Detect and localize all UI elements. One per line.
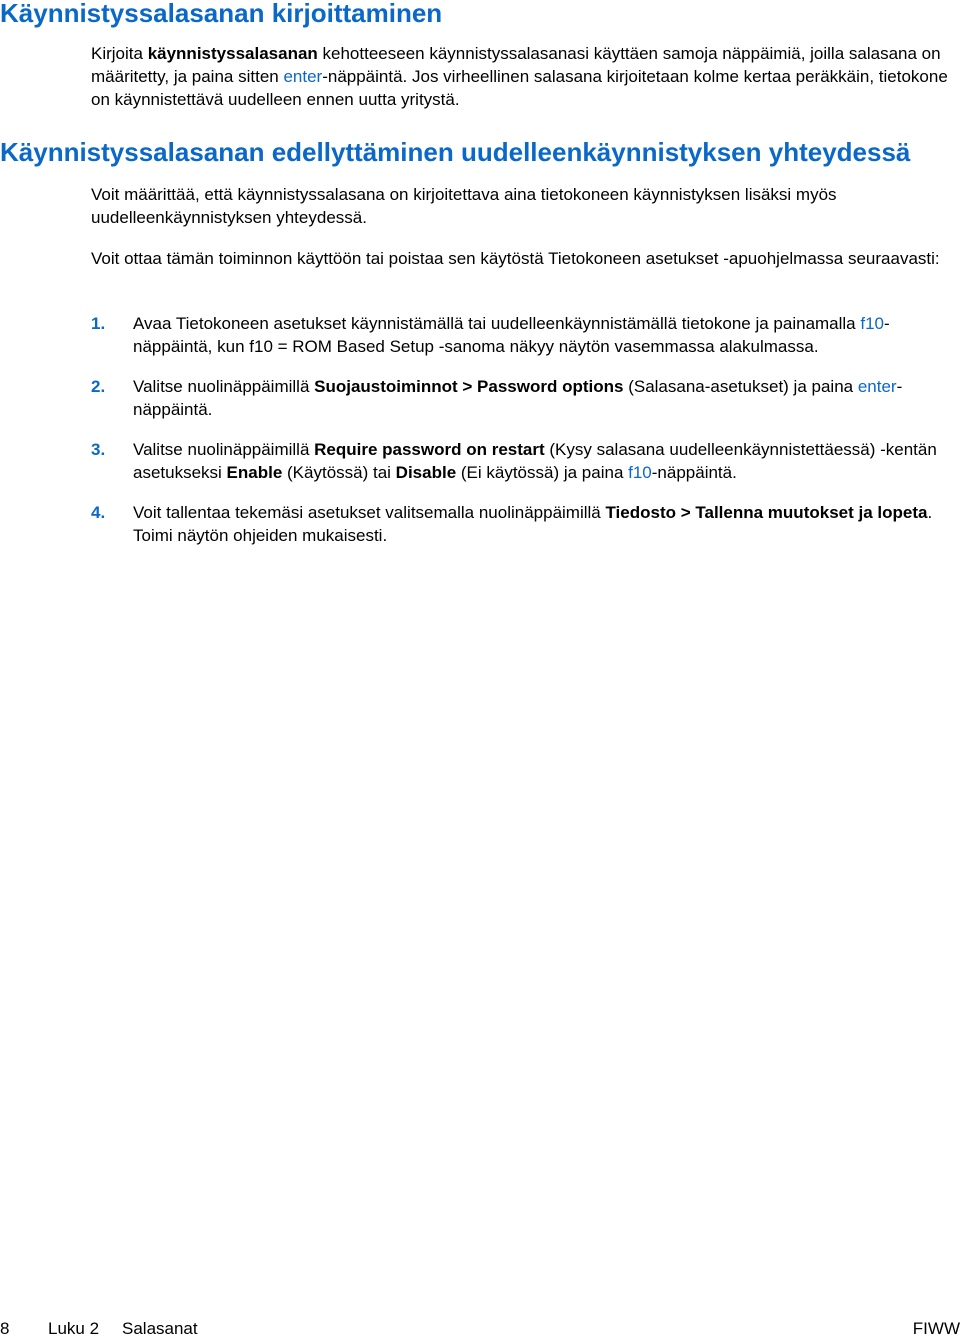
- bold-term: Suojaustoiminnot > Password options: [314, 377, 624, 396]
- text-run: Avaa Tietokoneen asetukset käynnistämällä tai uudelleenkäynnistämällä tietokone ja painamalla: [133, 314, 861, 333]
- step-item: [91, 438, 957, 484]
- page-number: 8: [0, 1319, 10, 1338]
- text-run: kehotteeseen käynnistyssalasanasi käyttäen samoja näppäimiä, joilla salasana on määritetty, ja paina sitten: [91, 44, 941, 86]
- text-run: (Salasana-asetukset) ja paina: [623, 377, 858, 396]
- paragraph-restart-intro: Voit määrittää, että käynnistyssalasana on kirjoitettava aina tietokoneen käynnistyksen lisäksi myös uudelleenkäynnistyksen yhteydessä.: [91, 185, 837, 227]
- bold-term: Disable: [395, 463, 457, 482]
- steps-list: [91, 312, 957, 564]
- bold-term: Tiedosto > Tallenna muutokset ja lopeta: [605, 503, 928, 522]
- text-run: -näppäintä.: [651, 463, 737, 482]
- text-run: (Käytössä) tai: [282, 463, 396, 482]
- step-item: [91, 312, 957, 358]
- chapter-label: Luku 2: [48, 1319, 100, 1338]
- text-run: Valitse nuolinäppäimillä: [133, 377, 315, 396]
- step-number: 2.: [91, 377, 106, 396]
- step-item: [91, 375, 957, 421]
- section-heading-restart-password: Käynnistyssalasanan edellyttäminen uudelleenkäynnistyksen yhteydessä: [0, 137, 911, 167]
- key-name: f10: [628, 463, 652, 482]
- text-run: Valitse nuolinäppäimillä: [133, 440, 315, 459]
- key-name: enter: [857, 377, 897, 396]
- step-number: 1.: [91, 314, 106, 333]
- key-name: enter: [283, 67, 323, 86]
- paragraph-password-entry: [91, 42, 951, 111]
- text-run: Voit tallentaa tekemäsi asetukset valitsemalla nuolinäppäimillä: [133, 503, 606, 522]
- text-run: -näppäintä, kun f10 = ROM Based Setup -sanoma näkyy näytön vasemmassa alakulmassa.: [133, 314, 890, 356]
- bold-term: käynnistyssalasanan: [147, 44, 318, 63]
- section-label: Salasanat: [122, 1319, 198, 1338]
- text-run: (Ei käytössä) ja paina: [456, 463, 629, 482]
- section-heading-password-entry: Käynnistyssalasanan kirjoittaminen: [0, 0, 443, 28]
- bold-term: Enable: [226, 463, 283, 482]
- key-name: f10: [860, 314, 885, 333]
- text-run: -näppäintä.: [133, 377, 903, 419]
- step-number: 4.: [91, 503, 106, 522]
- text-run: Kirjoita: [91, 44, 148, 63]
- step-item: [91, 501, 957, 547]
- paragraph-restart-instructions: Voit ottaa tämän toiminnon käyttöön tai poistaa sen käytöstä Tietokoneen asetukset -apuohjelmassa seuraavasti:: [91, 249, 940, 268]
- text-run: . Toimi näytön ohjeiden mukaisesti.: [133, 503, 933, 545]
- document-code: FIWW: [912, 1319, 960, 1338]
- bold-term: Require password on restart: [314, 440, 545, 459]
- page-footer: [0, 1318, 960, 1339]
- step-number: 3.: [91, 440, 106, 459]
- text-run: -näppäintä. Jos virheellinen salasana kirjoitetaan kolme kertaa peräkkäin, tietokone on käynnistettävä uudelleen ennen uutta yritystä.: [91, 67, 948, 109]
- text-run: (Kysy salasana uudelleenkäynnistettäessä) -kentän asetukseksi: [133, 440, 937, 482]
